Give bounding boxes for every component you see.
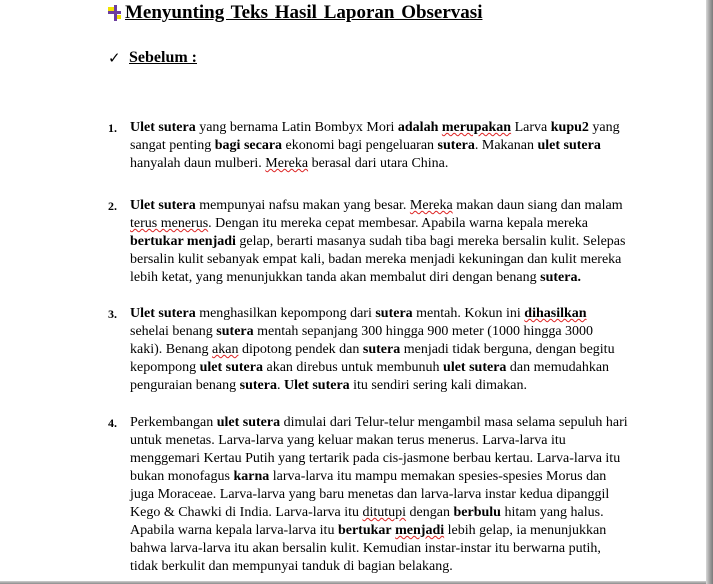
text-run: larva-larva itu mampu memakan spesies-spesies Morus dan juga Moraceae. Larva-larva yang baru menetas dan larva-larva instar kedua dipanggil Kego & Chawki di India. Larva-larva itu [130, 469, 610, 520]
section-subtitle: Sebelum : [129, 49, 197, 66]
spellcheck-flagged-text: terus menerus [130, 216, 209, 231]
bold-text: adalah [397, 120, 439, 135]
list-number: 4. [108, 416, 117, 430]
spellcheck-flagged-text: Mereka [265, 156, 309, 171]
text-run: ekonomi bagi pengeluaran [282, 138, 438, 153]
text-run: mentah. Kokun ini [412, 306, 525, 321]
bold-text: sutera [216, 324, 254, 339]
text-run: menjadi tidak berguna, dengan begitu kepompong [130, 342, 615, 375]
bold-text: bertukar menjadi [130, 234, 236, 249]
text-run: . Makanan [474, 138, 538, 153]
text-run: mempunyai nafsu makan yang besar. [195, 198, 410, 213]
document-heading [108, 2, 482, 24]
bold-text: kupu2 [550, 120, 589, 135]
bold-text: ulet sutera [199, 360, 263, 375]
bold-text: sutera [362, 342, 401, 357]
bold-text: Ulet sutera [130, 198, 196, 213]
section-heading [108, 47, 197, 69]
spellcheck-flagged-text: merupakan [441, 120, 512, 135]
checkmark-icon: ✓ [108, 49, 121, 67]
page-title: Menyunting Teks Hasil Laporan Observasi [125, 2, 483, 23]
text-run: dan memudahkan penguraian benang [130, 360, 610, 393]
bold-text: sutera [375, 306, 413, 321]
pushpin-icon [108, 5, 121, 21]
text-run: Larva [511, 120, 551, 135]
page-edge-shadow-right [706, 0, 713, 584]
text-run: Perkembangan [130, 415, 217, 430]
bold-text: Ulet sutera [283, 378, 350, 393]
list-paragraph [130, 197, 628, 287]
list-paragraph [130, 414, 628, 576]
spellcheck-flagged-text: akan [212, 342, 239, 357]
list-number: 3. [108, 307, 117, 321]
text-run: makan daun siang dan malam [452, 198, 623, 213]
list-number: 2. [108, 199, 117, 213]
list-item [108, 414, 628, 576]
bold-text: Ulet sutera [130, 306, 196, 321]
text-run: itu sendiri sering kali dimakan. [349, 378, 527, 393]
text-run: akan direbus untuk membunuh [263, 360, 444, 375]
list-paragraph [130, 119, 628, 173]
text-run: yang bernama Latin Bombyx Mori [195, 120, 398, 135]
list-item [108, 197, 628, 287]
spellcheck-flagged-text: Mereka [409, 198, 453, 213]
spellcheck-flagged-text: menjadi [395, 523, 445, 538]
spellcheck-flagged-text: dihasilkan [524, 306, 587, 321]
text-run: menghasilkan kepompong dari [195, 306, 376, 321]
text-run: dipotong pendek dan [238, 342, 363, 357]
text-run: lebih gelap, ia menunjukkan bahwa larva-larva itu akan bersalin kulit. Kemudian instar-instar itu berwarna putih, tidak berkulit dan mempunyai tanduk di bagian belakang. [130, 523, 607, 574]
text-run: . [276, 378, 284, 393]
spellcheck-flagged-text: ditutupi [362, 505, 407, 520]
bold-text: berbulu [453, 505, 501, 520]
list-paragraph [130, 305, 628, 395]
bold-text: sutera [239, 378, 277, 393]
bold-text: karna [233, 469, 270, 484]
text-run: hitam yang halus. Apabila warna kepala larva-larva itu [130, 505, 604, 538]
bold-text: ulet sutera [216, 415, 281, 430]
bold-text: sutera [437, 138, 475, 153]
bold-text: Ulet sutera [130, 120, 196, 135]
bold-text: ulet sutera [443, 360, 507, 375]
text-run: dimulai dari Telur-telur mengambil masa selama sepuluh hari untuk menetas. Larva-larva yang keluar makan terus menerus. Larva-larva itu menggemari Kertau Putih yang tertarik pada cis-jasmone berbau kertau. Larva-larva itu bukan monofagus [130, 415, 628, 484]
text-run: yang sangat penting [130, 120, 620, 153]
bold-text: bagi secara [214, 138, 283, 153]
list-number: 1. [108, 121, 117, 135]
list-item [108, 305, 628, 395]
text-run: mentah sepanjang 300 hingga 900 meter (1000 hingga 3000 kaki). Benang [130, 324, 594, 357]
text-run: . Dengan itu mereka cepat membesar. Apabila warna kepala mereka [208, 216, 588, 231]
text-run: dengan [406, 505, 454, 520]
list-item [108, 119, 628, 173]
bold-text: ulet sutera [537, 138, 601, 153]
text-run: hanyalah daun mulberi. [130, 156, 266, 171]
text-run: sehelai benang [130, 324, 217, 339]
bold-text: bertukar [337, 523, 392, 538]
text-run: berasal dari utara China. [308, 156, 449, 171]
text-run: gelap, berarti masanya sudah tiba bagi mereka bersalin kulit. Selepas bersalin kulit sebanyak empat kali, badan mereka menjadi kekuningan dan kulit mereka lebih ketat, yang menunjukkan tanda akan membalut diri dengan benang [130, 234, 626, 285]
bold-text: sutera. [540, 270, 581, 285]
